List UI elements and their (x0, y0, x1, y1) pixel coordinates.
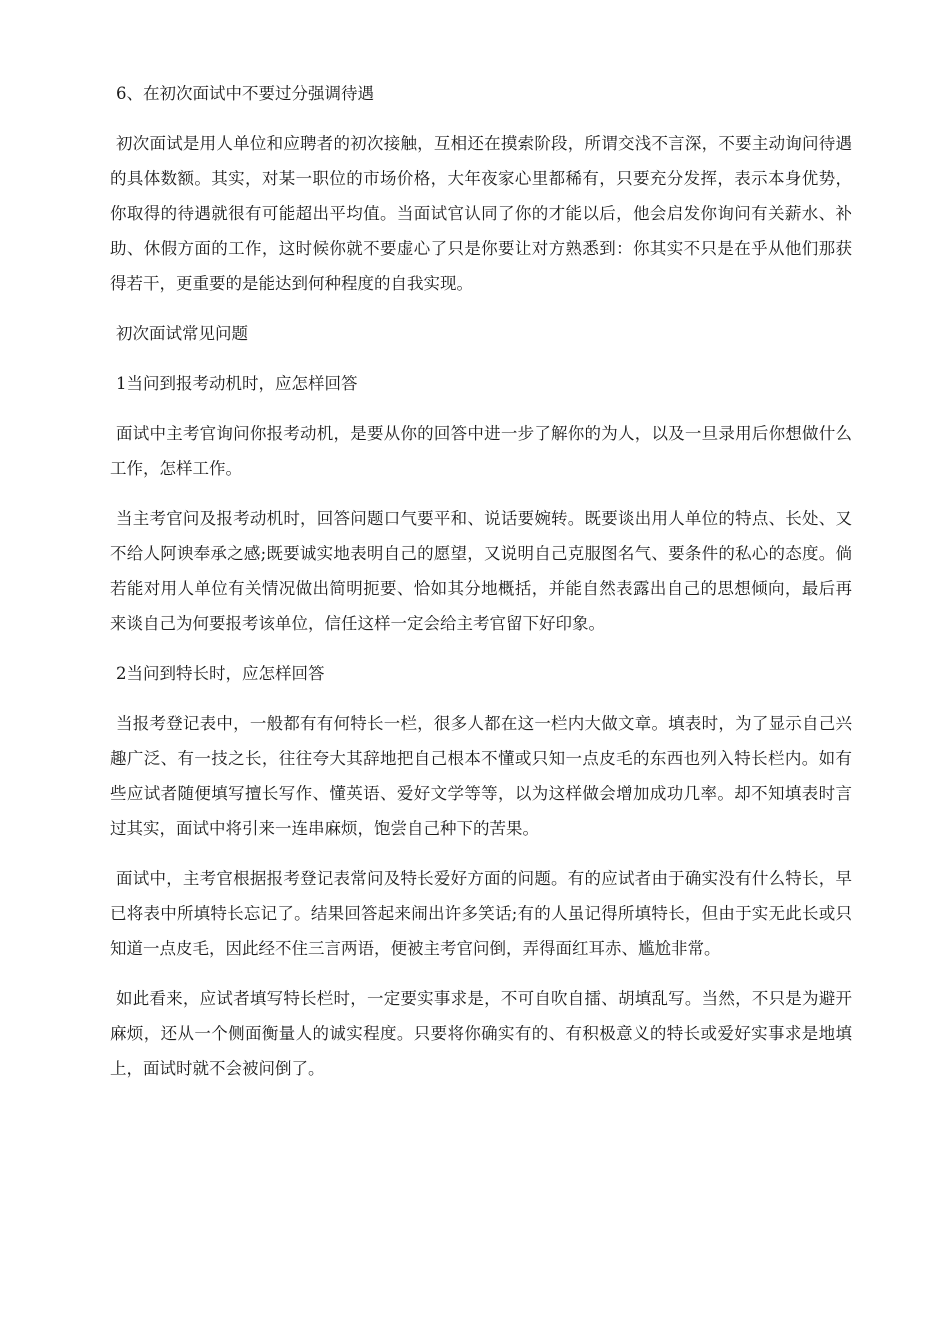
question-heading-1: 1当问到报考动机时，应怎样回答 (116, 374, 358, 393)
paragraph-specialty-conclusion: 如此看来，应试者填写特长栏时，一定要实事求是，不可自吹自擂、胡填乱写。当然，不只是为避开麻烦，还从一个侧面衡量人的诚实程度。只要将你确实有的、有积极意义的特长或爱好实事求是地填上，面试时就不会被问倒了。 (110, 989, 852, 1078)
paragraph-specialty-form: 当报考登记表中，一般都有有何特长一栏，很多人都在这一栏内大做文章。填表时，为了显示自己兴趣广泛、有一技之长，往往夸大其辞地把自己根本不懂或只知一点皮毛的东西也列入特长栏内。如有些应试者随便填写擅长写作、懂英语、爱好文学等等，以为这样做会增加成功几率。却不知填表时言过其实，面试中将引来一连串麻烦，饱尝自己种下的苦果。 (110, 714, 852, 838)
section-heading-common-questions: 初次面试常见问题 (116, 324, 248, 343)
paragraph-specialty-interview: 面试中，主考官根据报考登记表常问及特长爱好方面的问题。有的应试者由于确实没有什么特长，早已将表中所填特长忘记了。结果回答起来闹出许多笑话;有的人虽记得所填特长，但由于实无此长或只知道一点皮毛，因此经不住三言两语，便被主考官问倒，弄得面红耳赤、尴尬非常。 (110, 869, 852, 958)
section-heading-6: 6、在初次面试中不要过分强调待遇 (116, 84, 374, 103)
question-heading-2: 2当问到特长时，应怎样回答 (116, 664, 325, 683)
paragraph-salary-advice: 初次面试是用人单位和应聘者的初次接触，互相还在摸索阶段，所谓交浅不言深，不要主动询问待遇的具体数额。其实，对某一职位的市场价格，大年夜家心里都稀有，只要充分发挥，表示本身优势，你取得的待遇就很有可能超出平均值。当面试官认同了你的才能以后，他会启发你询问有关薪水、补助、休假方面的工作，这时候你就不要虚心了只是你要让对方熟悉到：你其实不只是在乎从他们那获得若干，更重要的是能达到何种程度的自我实现。 (110, 134, 852, 293)
paragraph-motivation-answer: 当主考官问及报考动机时，回答问题口气要平和、说话要婉转。既要谈出用人单位的特点、长处、又不给人阿谀奉承之感;既要诚实地表明自己的愿望，又说明自己克服图名气、要条件的私心的态度。倘若能对用人单位有关情况做出简明扼要、恰如其分地概括，并能自然表露出自己的思想倾向，最后再来谈自己为何要报考该单位，信任这样一定会给主考官留下好印象。 (110, 509, 852, 633)
paragraph-motivation-intro: 面试中主考官询问你报考动机，是要从你的回答中进一步了解你的为人，以及一旦录用后你想做什么工作，怎样工作。 (110, 424, 852, 478)
